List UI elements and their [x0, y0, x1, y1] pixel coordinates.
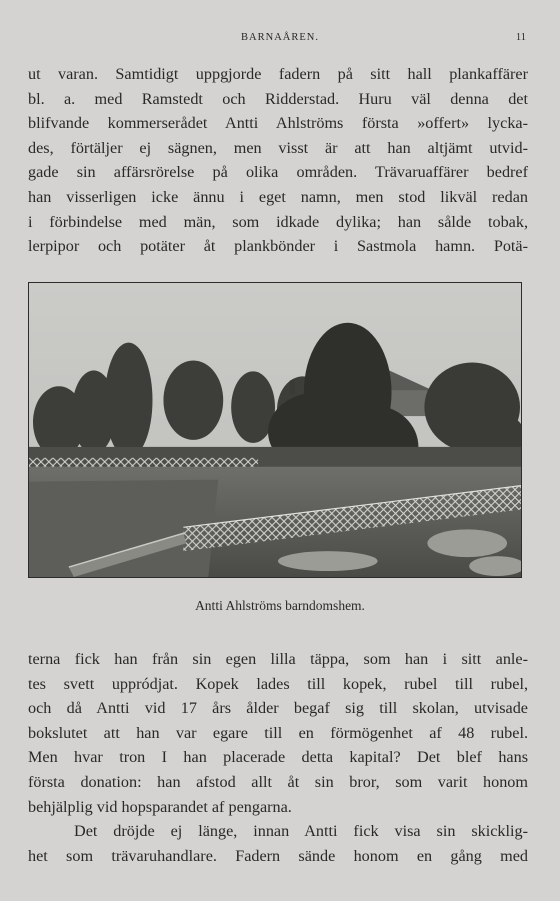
text-line: tes svett uppródjat. Kopek lades till kopek, rubel till rubel,	[28, 674, 528, 693]
text-line: första donation: han afstod allt åt sin bror, som varit honom	[28, 772, 528, 791]
text-line: Men hvar tron I han placerade detta kapital? Det blef hans	[28, 748, 528, 767]
text-line: i förbindelse med män, som idkade dylika; han sålde tobak,	[28, 212, 528, 231]
body-text-bottom	[28, 647, 528, 868]
page-number: 11	[515, 32, 526, 43]
text-line: ut varan. Samtidigt uppgjorde fadern på sitt hall plankaffärer	[28, 65, 528, 83]
text-line: bokslutet att han var egare till en förmögenhet af 48 rubel.	[28, 723, 528, 742]
text-line: gade sin affärsrörelse på olika områden. Trävaruaffärer bedref	[28, 163, 528, 182]
text-line: lerpipor och potäter åt plankbönder i Sastmola hamn. Potä-	[28, 237, 528, 256]
text-line: blifvande kommerserådet Antti Ahlströms första »offert» lycka-	[28, 114, 528, 133]
body-text-top	[28, 62, 528, 259]
text-line: het som trävaruhandlare. Fadern sände honom en gång med	[28, 846, 528, 865]
text-line: han visserligen icke ännu i eget namn, men stod likväl redan	[28, 187, 528, 206]
running-title: BARNAÅREN.	[241, 32, 319, 43]
text-line: Det dröjde ej länge, innan Antti fick visa sin skicklig-	[74, 822, 528, 841]
text-line: behjälplig vid hopsparandet af pengarna.	[28, 797, 292, 816]
text-line: och då Antti vid 17 års ålder begaf sig till skolan, utvisade	[28, 699, 528, 718]
text-line: des, förtäljer ej sägnen, men visst är att han altjämt utvid-	[28, 138, 528, 157]
photo-illustration	[29, 283, 521, 577]
text-line: terna fick han från sin egen lilla täppa, som han i sitt anle-	[28, 650, 528, 668]
photo-caption: Antti Ahlströms barndomshem.	[195, 598, 365, 613]
text-line: bl. a. med Ramstedt och Ridderstad. Huru väl denna det	[28, 89, 528, 108]
photograph-childhood-home	[28, 282, 522, 578]
